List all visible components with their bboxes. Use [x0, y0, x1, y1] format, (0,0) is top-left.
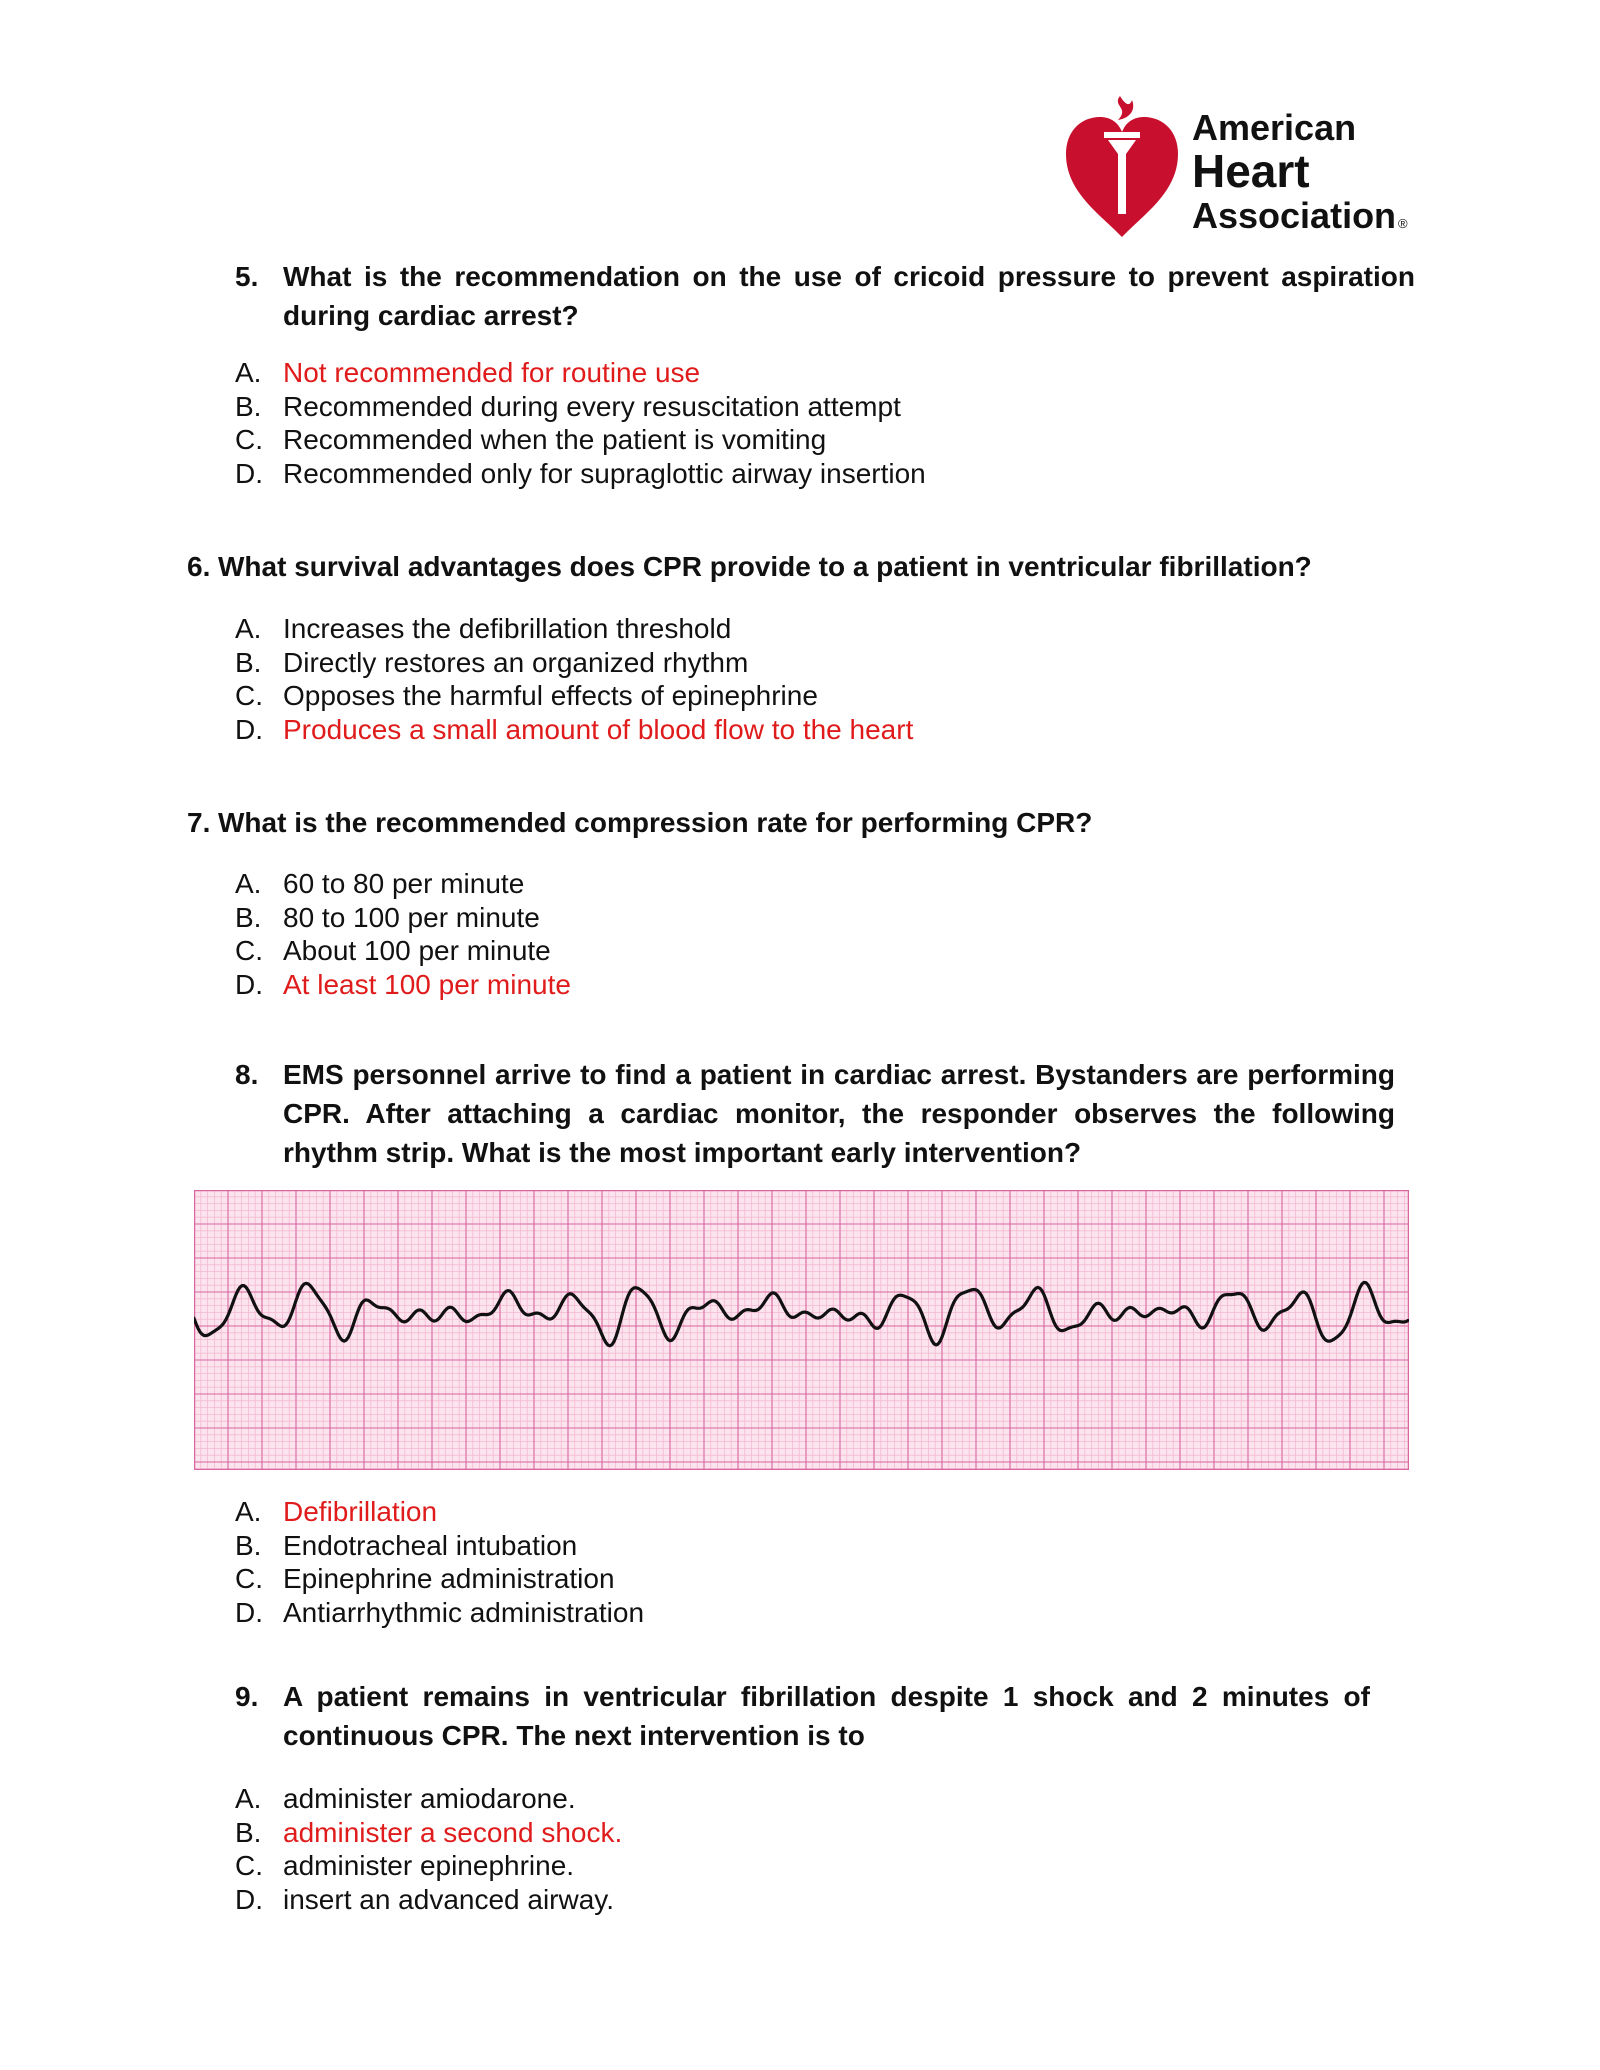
option-d [235, 1883, 622, 1917]
option-text: administer epinephrine. [283, 1850, 575, 1881]
option-text: 80 to 100 per minute [283, 901, 540, 933]
option-letter: D. [235, 1596, 263, 1628]
logo-wordmark [1192, 107, 1408, 236]
option-text: Recommended when the patient is vomiting [283, 424, 827, 455]
heart-torch-icon [1060, 92, 1185, 242]
options-question-5 [235, 356, 926, 490]
option-letter: C. [235, 1850, 263, 1881]
aha-logo [1060, 92, 1420, 242]
question-text: A patient remains in ventricular fibrillation despite 1 shock and 2 minutes of continuous CPR. The next intervention is to [283, 1681, 1370, 1751]
option-text-correct: administer a second shock. [283, 1816, 623, 1848]
option-d [235, 968, 571, 1002]
option-text: Directly restores an organized rhythm [283, 646, 749, 678]
question-6 [187, 547, 1447, 586]
question-heading [235, 257, 1415, 335]
option-letter: B. [235, 390, 262, 422]
question-heading [235, 1677, 1370, 1755]
option-d [235, 1596, 644, 1630]
question-8 [235, 1055, 1395, 1172]
options-question-8 [235, 1495, 644, 1629]
option-b [235, 1816, 622, 1850]
logo-line-3 [1192, 195, 1408, 236]
option-text: Recommended only for supraglottic airway insertion [283, 457, 926, 489]
option-text-correct: Not recommended for routine use [283, 357, 701, 388]
option-d [235, 457, 926, 491]
option-letter: A. [235, 613, 262, 644]
option-letter: B. [235, 901, 262, 933]
question-text: What survival advantages does CPR provide to a patient in ventricular fibrillation? [218, 551, 1312, 582]
logo-line-1: American [1192, 107, 1357, 148]
option-a [235, 1495, 644, 1529]
option-letter: D. [235, 1883, 263, 1915]
option-c [235, 934, 571, 968]
option-text: Epinephrine administration [283, 1563, 615, 1594]
option-text: Recommended during every resuscitation attempt [283, 390, 901, 422]
option-d [235, 713, 913, 747]
ecg-strip-graphic [194, 1190, 1409, 1470]
question-number: 8. [235, 1059, 259, 1090]
option-text-correct: Defibrillation [283, 1496, 438, 1527]
option-letter: C. [235, 1563, 263, 1594]
logo-line-2: Heart [1192, 145, 1310, 197]
question-heading [235, 1055, 1395, 1172]
option-a [235, 612, 913, 646]
option-text: Antiarrhythmic administration [283, 1596, 645, 1628]
option-letter: C. [235, 935, 263, 966]
option-letter: C. [235, 424, 263, 455]
option-text: insert an advanced airway. [283, 1883, 614, 1915]
option-c [235, 1849, 622, 1883]
option-a [235, 1782, 622, 1816]
option-letter: A. [235, 1783, 262, 1814]
option-text: About 100 per minute [283, 935, 551, 966]
option-a [235, 356, 926, 390]
option-text: administer amiodarone. [283, 1783, 576, 1814]
question-7 [187, 803, 1447, 842]
question-text: What is the recommendation on the use of cricoid pressure to prevent aspiration during cardiac arrest? [283, 261, 1415, 331]
option-b [235, 390, 926, 424]
option-b [235, 1529, 644, 1563]
question-9 [235, 1677, 1370, 1755]
option-letter: A. [235, 868, 262, 899]
question-number: 7. [187, 807, 211, 838]
question-heading [187, 803, 1447, 842]
option-c [235, 1562, 644, 1596]
question-heading [187, 547, 1447, 586]
option-letter: D. [235, 457, 263, 489]
option-letter: D. [235, 713, 263, 745]
question-number: 9. [235, 1681, 259, 1712]
question-number: 5. [235, 261, 259, 292]
option-text: Opposes the harmful effects of epinephrine [283, 680, 818, 711]
question-5 [235, 257, 1415, 335]
option-c [235, 423, 926, 457]
question-text: EMS personnel arrive to find a patient in cardiac arrest. Bystanders are performing CPR. After attaching a cardiac monitor, the responder observes the following rhythm strip. What is the most important early intervention? [283, 1059, 1395, 1168]
options-question-6 [235, 612, 913, 746]
registered-mark: ® [1398, 216, 1408, 231]
option-a [235, 867, 571, 901]
option-letter: A. [235, 357, 262, 388]
option-letter: D. [235, 968, 263, 1000]
ecg-rhythm-strip [194, 1190, 1409, 1470]
question-number: 6. [187, 551, 211, 582]
options-question-9 [235, 1782, 622, 1916]
option-text: Increases the defibrillation threshold [283, 613, 732, 644]
option-c [235, 679, 913, 713]
option-letter: B. [235, 1529, 262, 1561]
option-letter: B. [235, 1816, 262, 1848]
option-text: 60 to 80 per minute [283, 868, 525, 899]
option-text-correct: Produces a small amount of blood flow to the heart [283, 713, 914, 745]
option-letter: A. [235, 1496, 262, 1527]
options-question-7 [235, 867, 571, 1001]
option-b [235, 901, 571, 935]
question-text: What is the recommended compression rate for performing CPR? [218, 807, 1093, 838]
option-letter: B. [235, 646, 262, 678]
option-letter: C. [235, 680, 263, 711]
option-b [235, 646, 913, 680]
option-text: Endotracheal intubation [283, 1529, 578, 1561]
logo-line-3-text: Association [1192, 195, 1397, 236]
option-text-correct: At least 100 per minute [283, 968, 571, 1000]
